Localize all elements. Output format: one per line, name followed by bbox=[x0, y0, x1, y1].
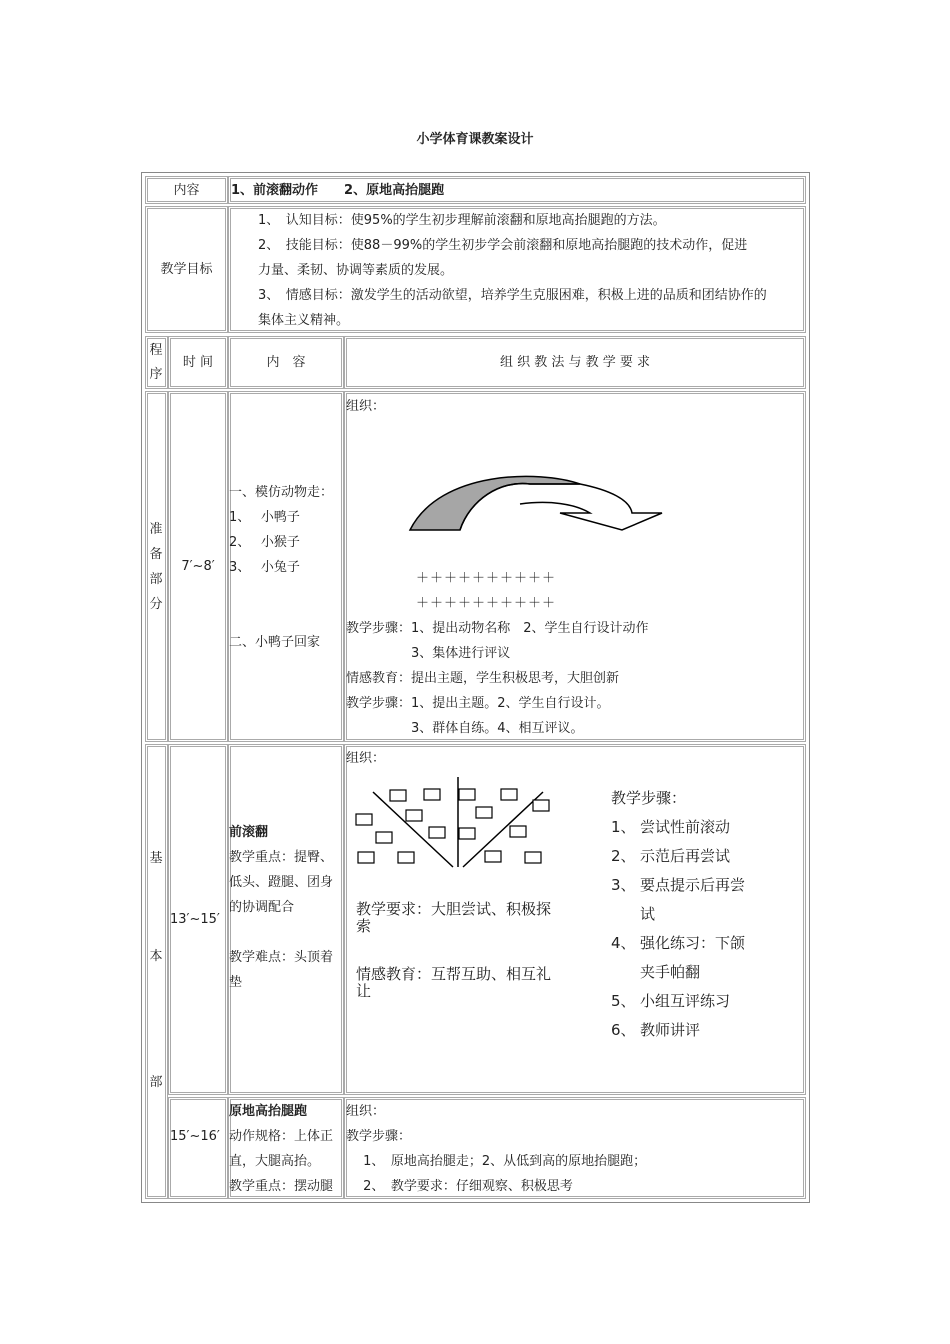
prep-content-line: 2、 小猴子 bbox=[229, 535, 300, 550]
col-content: 内 容 bbox=[266, 355, 306, 370]
roll-step-text: 试 bbox=[640, 905, 656, 923]
col-time: 时 间 bbox=[182, 355, 214, 370]
fan-formation-diagram bbox=[348, 772, 558, 872]
prep-org-line: 教学步骤：1、提出动物名称 2、学生自行设计动作 bbox=[346, 621, 649, 636]
roll-title: 前滚翻 bbox=[229, 825, 269, 840]
prep-org-line: 3、集体进行评议 bbox=[346, 646, 511, 661]
plus-row: ＋＋＋＋＋＋＋＋＋＋ bbox=[416, 596, 557, 611]
prep-stage-char: 分 bbox=[149, 597, 163, 612]
basic-stage-char: 本 bbox=[149, 949, 163, 964]
roll-step-num: 3、 bbox=[611, 876, 636, 894]
goal-item: 集体主义精神。 bbox=[258, 313, 350, 328]
run-org-line: 组织： bbox=[346, 1104, 386, 1119]
basic-stage-char: 部 bbox=[149, 1075, 163, 1090]
roll-content-line: 垫 bbox=[229, 975, 243, 990]
plus-row: ＋＋＋＋＋＋＋＋＋＋ bbox=[416, 571, 557, 586]
roll-step-text: 教师讲评 bbox=[640, 1021, 701, 1039]
prep-time: 7′~8′ bbox=[181, 559, 215, 574]
roll-step-num: 2、 bbox=[611, 847, 636, 865]
roll-step-text: 要点提示后再尝 bbox=[640, 876, 746, 894]
prep-content-line: 一、模仿动物走： bbox=[229, 485, 334, 500]
col-order-2: 序 bbox=[149, 367, 163, 382]
prep-org-line: 情感教育：提出主题，学生积极思考，大胆创新 bbox=[346, 671, 620, 686]
run-content-line: 直，大腿高抬。 bbox=[229, 1154, 321, 1169]
header-label: 内容 bbox=[173, 183, 200, 198]
roll-step-text: 小组互评练习 bbox=[640, 992, 731, 1010]
roll-content-line: 教学难点：头顶着 bbox=[229, 950, 334, 965]
basic-stage-char: 基 bbox=[149, 851, 163, 866]
run-time: 15′~16′ bbox=[170, 1129, 220, 1144]
goal-item: 2、 技能目标：使88－99%的学生初步学会前滚翻和原地高抬腿跑的技术动作，促进 bbox=[258, 238, 748, 253]
col-org: 组 织 教 法 与 教 学 要 求 bbox=[499, 355, 651, 370]
prep-content-line: 3、 小兔子 bbox=[229, 560, 300, 575]
run-content-line: 动作规格：上体正 bbox=[229, 1129, 334, 1144]
goal-item: 1、 认知目标：使95%的学生初步理解前滚翻和原地高抬腿跑的方法。 bbox=[258, 213, 666, 228]
goal-item: 力量、柔韧、协调等素质的发展。 bbox=[258, 263, 454, 278]
prep-content-line: 二、小鸭子回家 bbox=[229, 635, 321, 650]
run-content-line: 教学重点：摆动腿 bbox=[229, 1179, 334, 1194]
roll-org-label: 组织： bbox=[346, 751, 386, 766]
roll-steps-title: 教学步骤： bbox=[611, 789, 687, 807]
header-value: 1、前滚翻动作 2、原地高抬腿跑 bbox=[231, 183, 445, 198]
roll-step-text: 强化练习：下颌 bbox=[640, 934, 746, 952]
run-org-line: 2、 教学要求：仔细观察、积极思考 bbox=[346, 1179, 573, 1194]
prep-content-line: 1、 小鸭子 bbox=[229, 510, 300, 525]
prep-stage-char: 备 bbox=[149, 547, 163, 562]
goal-item: 3、 情感目标：激发学生的活动欲望，培养学生克服困难，积极上进的品质和团结协作的 bbox=[258, 288, 767, 303]
prep-org-line: 教学步骤：1、提出主题。2、学生自行设计。 bbox=[346, 696, 610, 711]
roll-step-text: 尝试性前滚动 bbox=[640, 818, 731, 836]
basic-stage-cell bbox=[145, 744, 168, 1199]
prep-org-label: 组织： bbox=[346, 399, 386, 414]
roll-step-num: 5、 bbox=[611, 992, 636, 1010]
run-org-line: 教学步骤： bbox=[346, 1129, 412, 1144]
col-order-1: 程 bbox=[149, 343, 163, 358]
goals-label: 教学目标 bbox=[160, 262, 213, 277]
prep-stage-char: 部 bbox=[149, 572, 163, 587]
roll-step-num: 4、 bbox=[611, 934, 636, 952]
roll-content-line: 教学重点：提臀、 bbox=[229, 850, 334, 865]
roll-step-text: 示范后再尝试 bbox=[640, 847, 731, 865]
curved-arrow-icon bbox=[400, 470, 680, 540]
roll-emotion: 让 bbox=[356, 982, 372, 1000]
run-org-line: 1、 原地高抬腿走；2、从低到高的原地抬腿跑； bbox=[346, 1154, 647, 1169]
roll-emotion: 情感教育：互帮互助、相互礼 bbox=[356, 965, 552, 983]
prep-stage-char: 准 bbox=[149, 522, 163, 537]
roll-time: 13′~15′ bbox=[170, 912, 220, 927]
roll-requirement: 索 bbox=[356, 917, 372, 935]
page-title: 小学体育课教案设计 bbox=[416, 132, 534, 147]
roll-step-num: 1、 bbox=[611, 818, 636, 836]
roll-content-line: 的协调配合 bbox=[229, 900, 295, 915]
roll-content-line: 低头、蹬腿、团身 bbox=[229, 875, 334, 890]
roll-requirement: 教学要求：大胆尝试、积极探 bbox=[356, 900, 552, 918]
roll-step-num: 6、 bbox=[611, 1021, 636, 1039]
roll-step-text: 夹手帕翻 bbox=[640, 963, 701, 981]
run-title: 原地高抬腿跑 bbox=[229, 1104, 308, 1119]
prep-org-line: 3、群体自练。4、相互评议。 bbox=[346, 721, 584, 736]
